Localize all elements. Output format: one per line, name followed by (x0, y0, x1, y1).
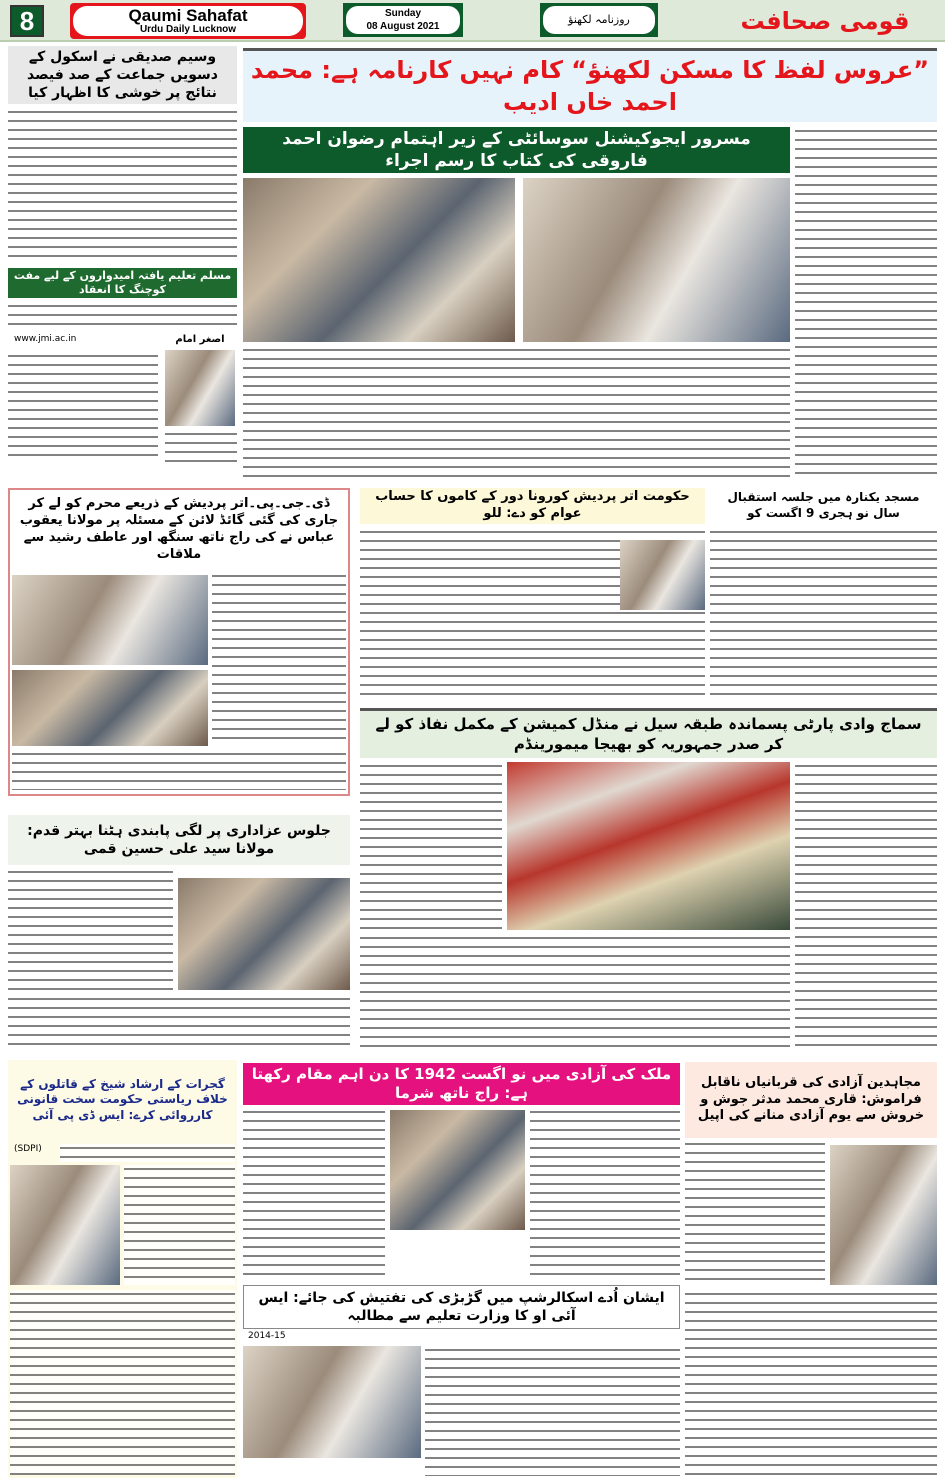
headline-s1: وسیم صدیقی نے اسکول کے دسویں جماعت کے صد فیصد نتائج پر خوشی کا اظہار کیا (8, 46, 237, 104)
logo-english (70, 3, 306, 39)
photo-qari (830, 1145, 937, 1285)
main-headline: ”عروس لفظ کا مسکن لکھنؤ“ کام نہیں کارنامہ ہے: محمد احمد خاں ادیب (243, 48, 937, 122)
body-s11a (685, 1140, 825, 1285)
years-text: 2014-15 (248, 1331, 286, 1341)
day: Sunday (384, 8, 422, 19)
sdpi-tag: (SDPI) (14, 1144, 42, 1154)
page-number: 8 (10, 5, 44, 37)
urdu-box (540, 3, 658, 37)
body-s2b (165, 430, 237, 462)
photo-portrait (165, 350, 235, 426)
headline-s7: سماج وادی پارٹی پسماندہ طبقہ سیل نے منڈل کمیشن کے مکمل نفاذ کو لے کر صدر جمہوریہ کو بھیجا میمورینڈم (360, 708, 937, 758)
logo-tagline: Urdu Daily Lucknow (139, 24, 237, 35)
body-s12 (425, 1346, 680, 1476)
main-body (243, 346, 790, 480)
body-s9b (124, 1165, 235, 1285)
body-s2-top (8, 302, 237, 328)
body-s7c (360, 934, 790, 1050)
headline-s4: ڈی۔جی۔پی۔اتر پردیش کے ذریعے محرم کو لے کر جاری کی گئی گائڈ لائن کے مسئلہ پر مولانا یعقوب عباس نے کی راج ناتھ سنگھ اور عاطف رشید سے ملاقات (12, 492, 346, 568)
body-s7a (360, 762, 502, 930)
photo-sio-memorandum (243, 1346, 421, 1458)
photo-audience (243, 178, 515, 342)
main-body-right (795, 127, 937, 480)
body-s10b (530, 1108, 680, 1278)
headline-s6: مسجد یکنارہ میں جلسہ استقبال سال نو ہجری 9 اگست کو (710, 488, 937, 524)
body-s9c (10, 1290, 235, 1475)
photo-rajnath-sharma (390, 1110, 525, 1230)
urdu-box-text: روزنامہ لکھنؤ (543, 6, 655, 34)
photo-protest (507, 762, 790, 930)
headline-s12: ایشان اُدے اسکالرشپ میں گڑبڑی کی تفتیش کی جائے: ایس آئی او کا وزارت تعلیم سے مطالبہ (243, 1285, 680, 1329)
body-s10a (243, 1108, 385, 1278)
headline-s9: گجرات کے ارشاد شیخ کے قاتلوں کے خلاف ریاستی حکومت سخت قانونی کارروائی کرے: ایس ڈی پی آئی (10, 1062, 235, 1138)
body-s2 (8, 352, 158, 462)
body-s11b (685, 1290, 937, 1475)
photo-group (178, 878, 350, 990)
body-s4b (12, 750, 346, 790)
photo-meeting-1 (12, 575, 208, 665)
headline-s2: مسلم تعلیم یافتہ امیدواروں کے لیے مفت کوچنگ کا انعقاد (8, 268, 237, 298)
byline: اصغر امام (165, 334, 235, 345)
body-s4 (212, 572, 346, 746)
body-s6 (710, 528, 937, 698)
body-s9a (60, 1144, 235, 1162)
body-s1 (8, 108, 237, 263)
urdu-title: قومی صحافت (740, 7, 910, 35)
headline-s8: جلوس عزاداری پر لگی پابندی ہٹنا بہتر قدم: مولانا سید علی حسین قمی (8, 815, 350, 865)
date-box (343, 3, 463, 37)
body-s8b (8, 995, 350, 1050)
headline-s10: ملک کی آزادی میں نو اگست 1942 کا دن اہم مقام رکھتا ہے: راج ناتھ شرما (243, 1063, 680, 1105)
photo-lallu (620, 540, 705, 610)
headline-s5: حکومت اتر پردیش کورونا دور کے کاموں کا حساب عوام کو دے: للو (360, 488, 705, 524)
headline-s11: مجاہدین آزادی کی قربانیاں ناقابل فراموش: قاری محمد مدثر جوش و خروش سے یوم آزادی منانے کی اپیل (685, 1062, 937, 1138)
main-subhead: مسرور ایجوکیشنل سوسائٹی کے زیر اہتمام رضوان احمد فاروقی کی کتاب کا رسم اجراء (243, 127, 790, 173)
body-s8a (8, 868, 173, 992)
date: 08 August 2021 (366, 21, 440, 32)
body-s7b (795, 762, 937, 1050)
url-text: www.jmi.ac.in (14, 334, 77, 344)
photo-sdpi-leader (10, 1165, 120, 1285)
logo-name: Qaumi Sahafat (128, 6, 248, 25)
photo-meeting-2 (12, 670, 208, 746)
photo-book-launch (523, 178, 790, 342)
